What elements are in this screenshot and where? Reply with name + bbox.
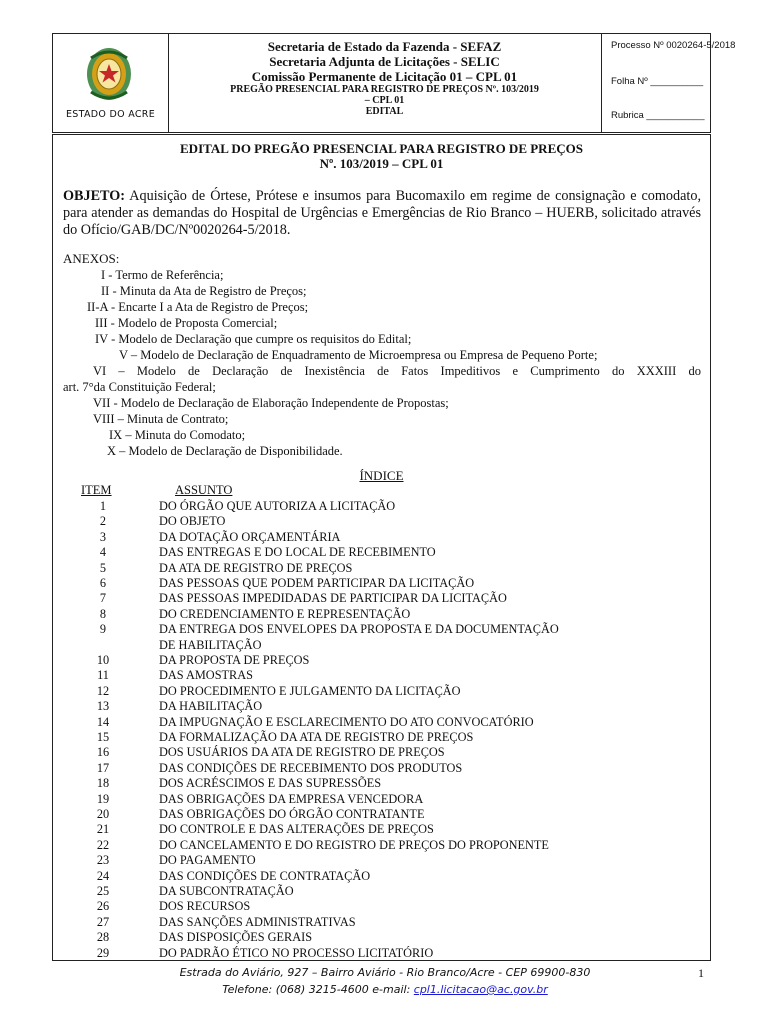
indice-item-number: 16 — [96, 745, 110, 760]
document-body — [52, 134, 711, 961]
indice-item-subject: DAS OBRIGAÇÕES DO ÓRGÃO CONTRATANTE — [159, 807, 425, 821]
footer-email-link[interactable]: cpl1.licitacao@ac.gov.br — [413, 983, 548, 996]
indice-item-number: 7 — [99, 591, 107, 606]
indice-item-subject: DA ENTREGA DOS ENVELOPES DA PROPOSTA E DA DOCUMENTAÇÃO — [159, 622, 559, 637]
indice-item-number: 29 — [96, 945, 110, 960]
indice-item-subject: DAS OBRIGAÇÕES DA EMPRESA VENCEDORA — [159, 791, 424, 806]
indice-item-subject: DAS CONDIÇÕES DE RECEBIMENTO DOS PRODUTOS — [159, 760, 463, 775]
anexo-item: VI – Modelo de Declaração de Inexistência de Fatos Impeditivos e Cumprimento do XXXIII do — [93, 364, 701, 378]
indice-item-subject: DA PROPOSTA DE PREÇOS — [159, 653, 310, 667]
indice-title: ÍNDICE — [359, 468, 404, 483]
anexo-item: X – Modelo de Declaração de Disponibilidade. — [107, 444, 343, 458]
header-title-block — [168, 34, 602, 132]
coat-of-arms-icon — [85, 44, 133, 104]
indice-item-number: 3 — [99, 529, 107, 544]
indice-item-subject: DO CANCELAMENTO E DO REGISTRO DE PREÇOS DO PROPONENTE — [159, 837, 549, 852]
header-line-6: EDITAL — [365, 106, 404, 117]
indice-item-subject-cont: DE HABILITAÇÃO — [159, 637, 262, 652]
header-line-3: Comissão Permanente de Licitação 01 – CPL 01 — [251, 69, 518, 84]
indice-item-subject: DO OBJETO — [159, 514, 226, 529]
indice-item-subject: DO PROCEDIMENTO E JULGAMENTO DA LICITAÇÃO — [159, 683, 461, 698]
anexo-item: V – Modelo de Declaração de Enquadramento de Microempresa ou Empresa de Pequeno Porte; — [119, 348, 598, 362]
indice-item-number: 14 — [96, 714, 110, 729]
footer-contact — [0, 983, 770, 996]
indice-item-number: 18 — [96, 776, 110, 791]
indice-item-number: 27 — [96, 914, 110, 929]
objeto-label: OBJETO: — [63, 188, 126, 204]
indice-item-number: 17 — [96, 760, 110, 775]
indice-item-number: 11 — [97, 668, 109, 683]
indice-item-number: 19 — [96, 791, 110, 806]
indice-item-subject: DAS SANÇÕES ADMINISTRATIVAS — [159, 914, 356, 929]
anexo-item: I - Termo de Referência; — [101, 268, 224, 282]
indice-item-subject: DA HABILITAÇÃO — [159, 699, 263, 714]
logo-caption: ESTADO DO ACRE — [66, 109, 155, 120]
anexos-title: ANEXOS: — [63, 251, 120, 266]
indice-item-subject: DA IMPUGNAÇÃO E ESCLARECIMENTO DO ATO CONVOCATÓRIO — [159, 714, 534, 729]
indice-item-number: 22 — [96, 837, 110, 852]
processo-number: Processo Nº 0020264-5/2018 — [611, 40, 736, 51]
indice-item-number: 21 — [96, 822, 110, 837]
indice-item-number: 4 — [99, 545, 107, 560]
indice-item-subject: DO CONTROLE E DAS ALTERAÇÕES DE PREÇOS — [159, 822, 434, 837]
anexo-item: II - Minuta da Ata de Registro de Preços; — [101, 284, 307, 298]
indice-item-number: 5 — [99, 560, 107, 575]
footer-phone: Telefone: (068) 3215-4600 e-mail: — [222, 983, 414, 996]
indice-item-subject: DA ATA DE REGISTRO DE PREÇOS — [159, 560, 353, 575]
indice-item-subject: DA FORMALIZAÇÃO DA ATA DE REGISTRO DE PREÇOS — [159, 730, 474, 744]
indice-item-subject: DO CREDENCIAMENTO E REPRESENTAÇÃO — [159, 606, 411, 621]
indice-item-number: 15 — [96, 730, 110, 744]
document-header — [52, 33, 736, 133]
indice-item-subject: DA DOTAÇÃO ORÇAMENTÁRIA — [159, 529, 341, 544]
indice-item-subject: DAS ENTREGAS E DO LOCAL DE RECEBIMENTO — [159, 545, 436, 560]
indice-item-subject: DAS CONDIÇÕES DE CONTRATAÇÃO — [159, 868, 371, 883]
footer-address: Estrada do Aviário, 927 – Bairro Aviário - Rio Branco/Acre - CEP 69900-830 — [179, 966, 591, 979]
indice-item-subject: DAS PESSOAS IMPEDIDADAS DE PARTICIPAR DA LICITAÇÃO — [159, 591, 507, 606]
indice-item-subject: DAS PESSOAS QUE PODEM PARTICIPAR DA LICITAÇÃO — [159, 576, 475, 590]
indice-item-number: 12 — [96, 683, 110, 698]
indice-item-number: 2 — [99, 514, 107, 529]
rubrica-field: Rubrica ___________ — [611, 110, 705, 121]
page-number: 1 — [698, 966, 704, 980]
anexo-item: II-A - Encarte I a Ata de Registro de Preços; — [87, 300, 309, 314]
indice-item-subject: DAS DISPOSIÇÕES GERAIS — [159, 930, 313, 945]
indice-item-subject: DO ÓRGÃO QUE AUTORIZA A LICITAÇÃO — [159, 499, 396, 513]
indice-item-number: 8 — [99, 606, 107, 621]
indice-item-number: 13 — [96, 699, 110, 714]
indice-col-assunto: ASSUNTO — [175, 483, 233, 497]
indice-item-number: 1 — [99, 499, 107, 513]
indice-item-number: 25 — [96, 884, 110, 898]
header-line-4: PREGÃO PRESENCIAL PARA REGISTRO DE PREÇOS Nº. 103/2019 — [230, 84, 539, 95]
anexo-item: VIII – Minuta de Contrato; — [93, 412, 229, 426]
anexo-item: III - Modelo de Proposta Comercial; — [95, 316, 278, 330]
indice-item-number: 23 — [96, 853, 110, 868]
indice-item-subject: DO PAGAMENTO — [159, 853, 256, 868]
indice-item-subject: DO PADRÃO ÉTICO NO PROCESSO LICITATÓRIO — [159, 945, 434, 960]
indice-item-subject: DAS AMOSTRAS — [159, 668, 253, 683]
header-line-5: – CPL 01 — [364, 95, 405, 106]
indice-item-number: 9 — [99, 622, 107, 637]
indice-item-number: 10 — [96, 653, 110, 667]
header-line-2: Secretaria Adjunta de Licitações - SELIC — [269, 54, 500, 69]
header-line-1: Secretaria de Estado da Fazenda - SEFAZ — [267, 39, 502, 54]
indice-item-subject: DOS RECURSOS — [159, 899, 251, 914]
logo-cell — [53, 34, 169, 132]
indice-item-number: 28 — [96, 930, 110, 945]
anexo-item: IX – Minuta do Comodato; — [109, 428, 246, 442]
anexo-item: art. 7°da Constituição Federal; — [63, 380, 216, 394]
document-title-line-2: Nº. 103/2019 – CPL 01 — [319, 156, 444, 171]
objeto-text: Aquisição de Órtese, Prótese e insumos para Bucomaxilo em regime de consignação e comodato, para atender as demandas do Hospital de Urgências e Emergências de Rio Branco – HUERB, solicitado através do Ofício/GAB/DC/Nº0020264-5/2018. — [63, 188, 701, 238]
indice-item-number: 20 — [96, 807, 110, 821]
indice-item-number: 26 — [96, 899, 110, 914]
indice-item-subject: DOS USUÁRIOS DA ATA DE REGISTRO DE PREÇOS — [159, 745, 445, 760]
objeto-paragraph — [63, 188, 701, 239]
header-process-block — [601, 34, 736, 132]
anexo-item: VII - Modelo de Declaração de Elaboração Independente de Propostas; — [93, 396, 449, 410]
indice-item-number: 24 — [96, 868, 110, 883]
anexo-item: IV - Modelo de Declaração que cumpre os requisitos do Edital; — [95, 332, 412, 346]
indice-item-subject: DOS ACRÉSCIMOS E DAS SUPRESSÕES — [159, 776, 382, 791]
document-title-line-1: EDITAL DO PREGÃO PRESENCIAL PARA REGISTRO DE PREÇOS — [180, 141, 583, 156]
indice-col-item: ITEM — [81, 483, 112, 497]
indice-item-number: 6 — [99, 576, 107, 590]
folha-field: Folha Nº __________ — [611, 76, 704, 87]
indice-item-subject: DA SUBCONTRATAÇÃO — [159, 884, 294, 898]
